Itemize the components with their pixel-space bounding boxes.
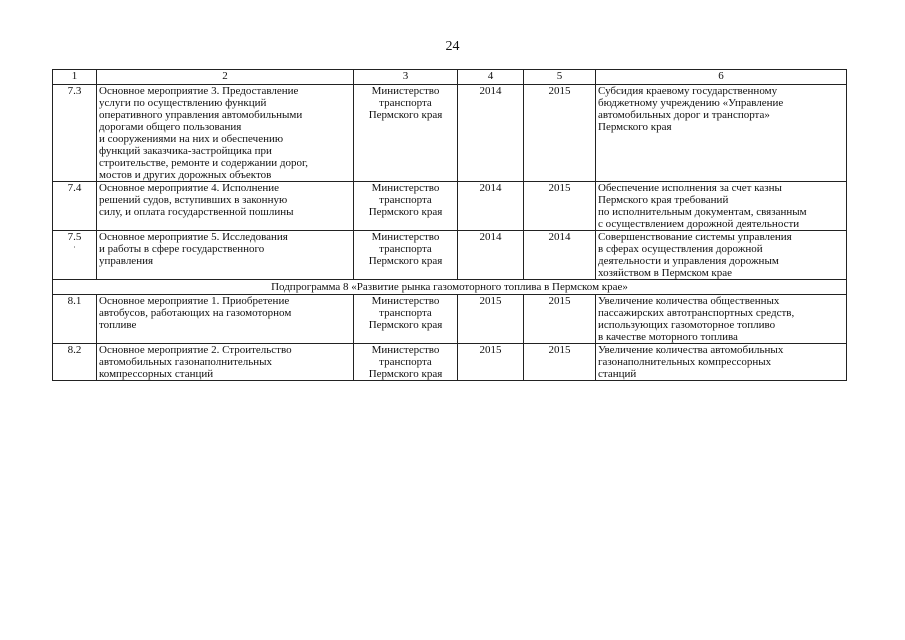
header-cell-4: 4 (458, 70, 524, 85)
row-number: 7.4 (67, 182, 82, 194)
cell-line: Пермского края (368, 368, 443, 380)
activity-cell (97, 85, 354, 182)
cell-line: компрессорных станций (99, 368, 214, 380)
cell-line: газонаполнительных компрессорных (598, 356, 772, 368)
table-row (53, 85, 847, 182)
dot-mark: · (73, 243, 76, 252)
header-cell-5: 5 (524, 70, 596, 85)
cell-line: хозяйством в Пермском крае (598, 267, 733, 279)
executor-cell (354, 295, 458, 344)
cell-line: Пермского края (368, 206, 443, 218)
cell-line: транспорта (379, 307, 432, 319)
cell-line: Увеличение количества общественных (598, 295, 780, 307)
cell-line: автобусов, работающих на газомоторном (99, 307, 292, 319)
cell-line: транспорта (379, 194, 432, 206)
cell-line: и сооружениями на них и обеспечению (99, 133, 284, 145)
end-year-cell: 2015 (524, 182, 596, 231)
cell-line: и работы в сфере государственного (99, 243, 265, 255)
header-cell-6: 6 (596, 70, 847, 85)
executor-cell (354, 182, 458, 231)
num-cell (53, 344, 97, 381)
start-year-cell: 2014 (458, 182, 524, 231)
activity-cell (97, 182, 354, 231)
cell-line: топливе (99, 319, 137, 331)
cell-line: Основное мероприятие 2. Строительство (99, 344, 292, 356)
executor-cell (354, 85, 458, 182)
cell-line: транспорта (379, 356, 432, 368)
cell-line: Обеспечение исполнения за счет казны (598, 182, 782, 194)
page-number: 24 (445, 39, 460, 54)
num-cell (53, 295, 97, 344)
row-number: 7.5 (67, 231, 82, 243)
num-cell (53, 85, 97, 182)
cell-line: транспорта (379, 97, 432, 109)
end-year-cell: 2015 (524, 344, 596, 381)
cell-line: дорогами общего пользования (99, 121, 242, 133)
cell-line: услуги по осуществлению функций (99, 97, 267, 109)
activity-cell (97, 344, 354, 381)
start-year-cell: 2014 (458, 85, 524, 182)
cell-line: силу, и оплата государственной пошлины (99, 206, 294, 218)
cell-line: в качестве моторного топлива (598, 331, 738, 343)
cell-line: Пермского края (368, 319, 443, 331)
end-year-cell: 2014 (524, 231, 596, 280)
cell-line: мостов и других дорожных объектов (99, 169, 272, 181)
cell-line: Совершенствование системы управления (598, 231, 792, 243)
row-number: 8.1 (67, 295, 82, 307)
table-row (53, 295, 847, 344)
table-row (53, 182, 847, 231)
start-year-cell: 2015 (458, 344, 524, 381)
subprogram-row (53, 280, 847, 295)
subprogram-title: Подпрограмма 8 «Развитие рынка газомоторного топлива в Пермском крае» (53, 280, 847, 295)
result-cell (596, 231, 847, 280)
cell-line: управления (99, 255, 154, 267)
header-cell-3: 3 (354, 70, 458, 85)
cell-line: бюджетному учреждению «Управление (598, 97, 784, 109)
result-cell (596, 344, 847, 381)
table-row (53, 231, 847, 280)
row-number: 7.3 (67, 85, 82, 97)
cell-line: Министерство (371, 182, 440, 194)
cell-line: функций заказчика-застройщика при (99, 145, 272, 157)
cell-line: по исполнительным документам, связанным (598, 206, 807, 218)
cell-line: Основное мероприятие 5. Исследования (99, 231, 288, 243)
cell-line: в сферах осуществления дорожной (598, 243, 763, 255)
cell-line: станций (598, 368, 637, 380)
result-cell (596, 182, 847, 231)
table-row (53, 344, 847, 381)
executor-cell (354, 344, 458, 381)
row-number: 8.2 (67, 344, 82, 356)
cell-line: Министерство (371, 85, 440, 97)
cell-line: Основное мероприятие 4. Исполнение (99, 182, 280, 194)
result-cell (596, 85, 847, 182)
cell-line: пассажирских автотранспортных средств, (598, 307, 795, 319)
cell-line: Субсидия краевому государственному (598, 85, 778, 97)
cell-line: Министерство (371, 231, 440, 243)
cell-line: оперативного управления автомобильными (99, 109, 303, 121)
end-year-cell: 2015 (524, 85, 596, 182)
cell-line: автомобильных дорог и транспорта» (598, 109, 770, 121)
cell-line: решений судов, вступивших в законную (99, 194, 288, 206)
num-cell (53, 231, 97, 280)
cell-line: Пермского края (368, 109, 443, 121)
start-year-cell: 2015 (458, 295, 524, 344)
activity-cell (97, 231, 354, 280)
cell-line: строительстве, ремонте и содержании дорог, (99, 157, 308, 169)
cell-line: автомобильных газонаполнительных (99, 356, 273, 368)
end-year-cell: 2015 (524, 295, 596, 344)
cell-line: Министерство (371, 344, 440, 356)
header-row (53, 70, 847, 85)
cell-line: Пермского края (598, 121, 672, 133)
executor-cell (354, 231, 458, 280)
cell-line: Министерство (371, 295, 440, 307)
program-activities-table (52, 69, 847, 381)
cell-line: деятельности и управления дорожным (598, 255, 779, 267)
activity-cell (97, 295, 354, 344)
start-year-cell: 2014 (458, 231, 524, 280)
num-cell (53, 182, 97, 231)
cell-line: транспорта (379, 243, 432, 255)
cell-line: Основное мероприятие 1. Приобретение (99, 295, 290, 307)
cell-line: Основное мероприятие 3. Предоставление (99, 85, 299, 97)
header-cell-2: 2 (97, 70, 354, 85)
cell-line: Пермского края требований (598, 194, 729, 206)
cell-line: Увеличение количества автомобильных (598, 344, 784, 356)
cell-line: с осуществлением дорожной деятельности (598, 218, 800, 230)
cell-line: использующих газомоторное топливо (598, 319, 776, 331)
cell-line: Пермского края (368, 255, 443, 267)
header-cell-1: 1 (53, 70, 97, 85)
result-cell (596, 295, 847, 344)
